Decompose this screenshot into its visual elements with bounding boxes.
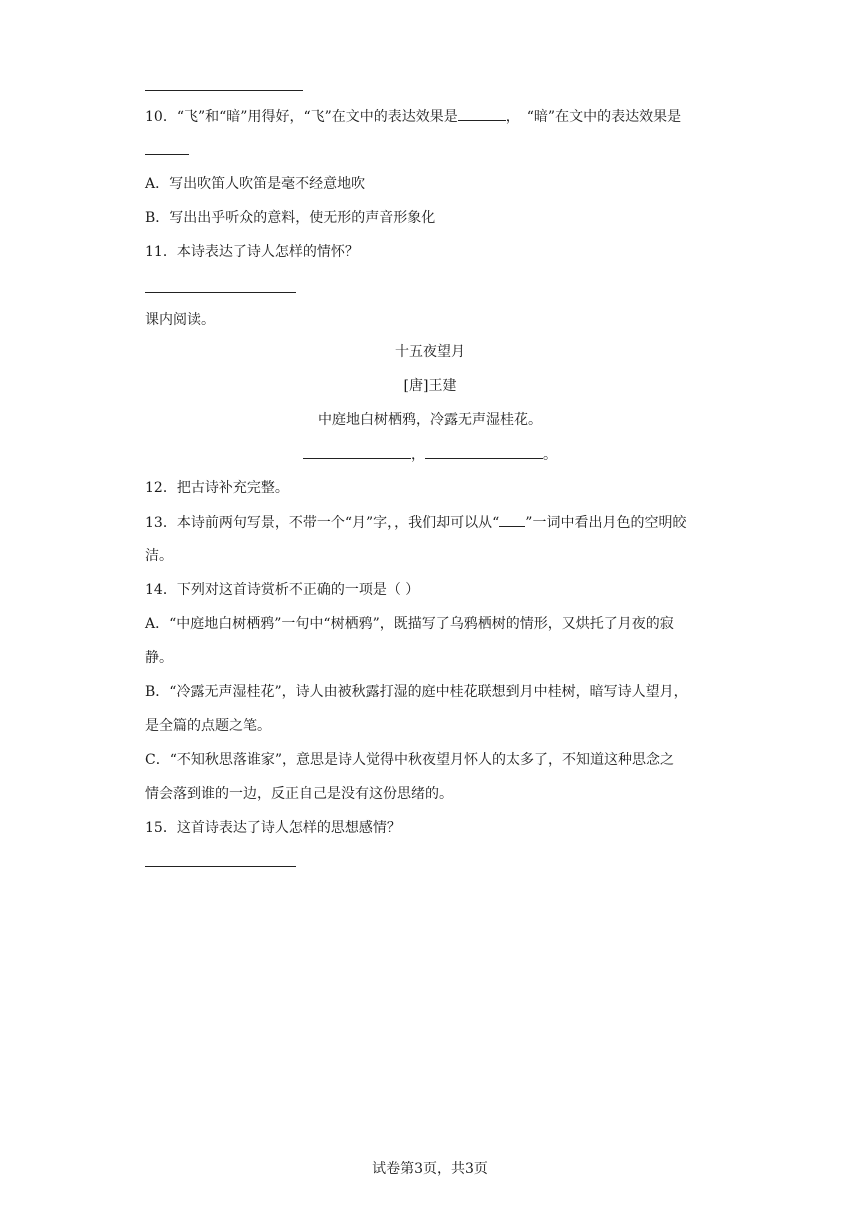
poem-author: [唐]王建 (403, 378, 457, 394)
q10-option-a: A．写出吹笛人吹笛是毫不经意地吹 (145, 176, 366, 192)
poem-blank-1[interactable] (303, 444, 411, 459)
q13-text-b: ”一词中看出月色的空明皎 (525, 515, 687, 531)
q10-text-b: ， “暗”在文中的表达效果是 (505, 109, 682, 125)
q10-option-b: B．写出出乎听众的意料，使无形的声音形象化 (145, 210, 436, 226)
q10-blank-1[interactable] (458, 106, 506, 121)
q11-question: 11．本诗表达了诗人怎样的情怀？ (145, 244, 359, 260)
q13-blank[interactable] (499, 512, 525, 527)
q15-question: 15．这首诗表达了诗人怎样的思想感情？ (145, 820, 401, 836)
q13-text-a: 13．本诗前两句写景，不带一个“月”字，，我们却可以从“ (145, 515, 500, 531)
answer-line-q11[interactable] (145, 292, 296, 293)
q10-blank-line (145, 140, 189, 161)
q14-option-a-1: A．“中庭地白树栖鸦”一句中“树栖鸦”，既描写了乌鸦栖树的情形，又烘托了月夜的寂 (145, 616, 674, 632)
q14-option-c-1: C．“不知秋思落谁家”，意思是诗人觉得中秋夜望月怀人的太多了，不知道这种思念之 (145, 752, 675, 768)
reading-intro: 课内阅读。 (145, 312, 215, 328)
q12-question: 12．把古诗补充完整。 (145, 480, 289, 496)
poem-blank-end: 。 (543, 447, 557, 463)
q13-question-cont: 洁。 (145, 548, 173, 564)
q10-text-a: 10．“飞”和“暗”用得好，“飞”在文中的表达效果是 (145, 109, 458, 125)
answer-line-q15[interactable] (145, 866, 296, 867)
poem-line-1: 中庭地白树栖鸦，冷露无声湿桂花。 (318, 412, 542, 428)
poem-blank-sep: ， (411, 447, 425, 463)
q14-option-a-2: 静。 (145, 650, 173, 666)
q10-question (145, 106, 681, 127)
q14-option-b-1: B．“冷露无声湿桂花”，诗人由被秋露打湿的庭中桂花联想到月中桂树，暗写诗人望月， (145, 684, 688, 700)
q14-option-b-2: 是全篇的点题之笔。 (145, 718, 271, 734)
q14-question: 14．下列对这首诗赏析不正确的一项是（ ） (145, 582, 420, 598)
answer-line-q9 (145, 90, 303, 91)
poem-title: 十五夜望月 (395, 344, 465, 360)
poem-blank-2[interactable] (425, 444, 543, 459)
q14-option-c-2: 情会落到谁的一边，反正自己是没有这份思绪的。 (145, 786, 453, 802)
q13-question (145, 512, 686, 533)
page-footer: 试卷第3页，共3页 (372, 1161, 488, 1177)
q10-blank-2[interactable] (145, 140, 189, 155)
poem-line-2-blanks (0, 444, 860, 465)
